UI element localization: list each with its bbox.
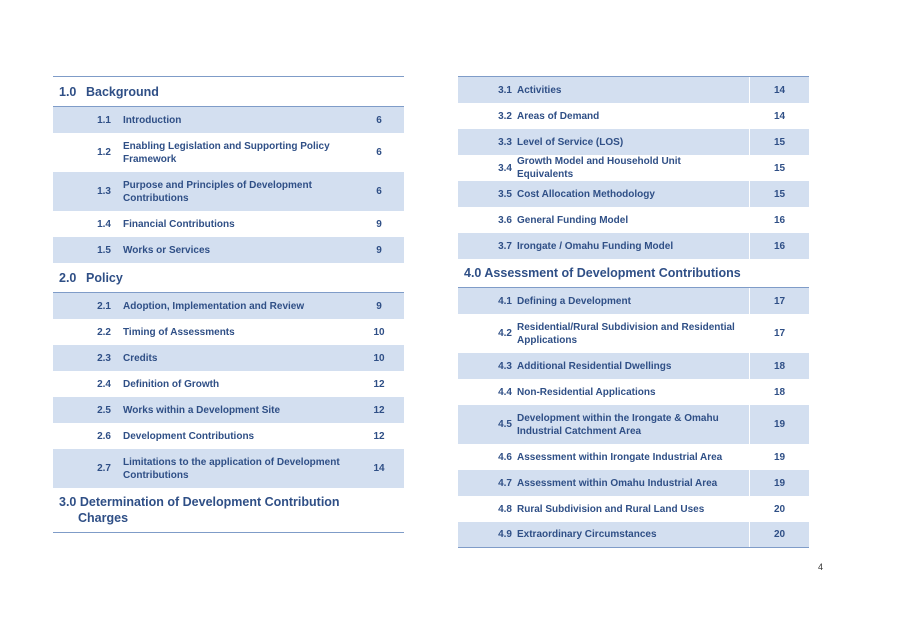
- entry-number: 2.1: [97, 300, 111, 312]
- toc-entry-4-4[interactable]: [458, 379, 809, 405]
- entry-label: Enabling Legislation and Supporting Policy Framework: [123, 140, 330, 165]
- entry-number: 3.6: [498, 214, 512, 226]
- entry-label: Extraordinary Circumstances: [517, 529, 657, 540]
- entry-number: 4.8: [498, 503, 512, 515]
- section-heading-1[interactable]: [53, 77, 404, 107]
- entry-page: 16: [749, 233, 809, 259]
- entry-page: 17: [749, 314, 809, 353]
- entry-number: 1.1: [97, 114, 111, 126]
- entry-number: 1.2: [97, 147, 111, 158]
- toc-entry-3-3[interactable]: [458, 129, 809, 155]
- entry-number: 3.5: [498, 188, 512, 200]
- entry-number: 4.9: [498, 529, 512, 540]
- entry-label: Residential/Rural Subdivision and Residential Applications: [517, 321, 735, 346]
- entry-page: 19: [749, 470, 809, 496]
- toc-entry-1-2[interactable]: [53, 133, 404, 172]
- section-title: 4.0 Assessment of Development Contributions: [464, 266, 741, 280]
- entry-label: Works within a Development Site: [123, 404, 281, 416]
- entry-label: Development within the Irongate & Omahu Industrial Catchment Area: [517, 412, 719, 437]
- section-number: 2.0: [59, 270, 77, 285]
- entry-label: Financial Contributions: [123, 218, 235, 230]
- entry-label: Irongate / Omahu Funding Model: [517, 240, 674, 252]
- toc-entry-3-6[interactable]: [458, 207, 809, 233]
- toc-entry-3-2[interactable]: [458, 103, 809, 129]
- entry-number: 3.3: [498, 136, 512, 148]
- entry-page: 9: [376, 244, 382, 256]
- entry-page: 10: [373, 326, 385, 338]
- entry-page: 15: [749, 155, 809, 181]
- entry-number: 4.3: [498, 360, 512, 372]
- entry-label: Assessment within Irongate Industrial Area: [517, 451, 723, 463]
- entry-label: Cost Allocation Methodology: [517, 188, 655, 200]
- entry-label: Activities: [517, 84, 562, 96]
- entry-number: 1.4: [97, 218, 111, 230]
- entry-page: 12: [373, 404, 385, 416]
- toc-entry-4-7[interactable]: [458, 470, 809, 496]
- entry-label: Timing of Assessments: [123, 326, 235, 338]
- entry-number: 2.6: [97, 430, 111, 442]
- entry-number: 1.3: [97, 186, 111, 197]
- toc-entry-1-4[interactable]: [53, 211, 404, 237]
- entry-page: 12: [373, 378, 385, 390]
- entry-number: 4.2: [498, 328, 512, 339]
- entry-page: 10: [373, 352, 385, 364]
- entry-label: Development Contributions: [123, 430, 255, 442]
- entry-label: Introduction: [123, 114, 182, 126]
- entry-page: 14: [749, 77, 809, 103]
- entry-page: 15: [749, 129, 809, 155]
- toc-entry-2-6[interactable]: [53, 423, 404, 449]
- section-title: Background: [86, 84, 159, 99]
- entry-page: 20: [749, 496, 809, 522]
- toc-entry-3-4[interactable]: [458, 155, 809, 181]
- entry-number: 3.7: [498, 240, 512, 252]
- entry-number: 2.4: [97, 378, 111, 390]
- entry-number: 2.5: [97, 404, 111, 416]
- entry-page: 14: [749, 103, 809, 129]
- toc-entry-2-4[interactable]: [53, 371, 404, 397]
- toc-right-column: [458, 76, 809, 548]
- entry-number: 4.4: [498, 386, 512, 398]
- section-heading-3[interactable]: [53, 488, 404, 533]
- entry-page: 12: [373, 430, 385, 442]
- entry-number: 3.2: [498, 110, 512, 122]
- entry-page: 17: [749, 288, 809, 314]
- toc-entry-4-9[interactable]: [458, 522, 809, 548]
- entry-number: 4.7: [498, 477, 512, 489]
- section-number: 1.0: [59, 84, 77, 99]
- entry-page: 9: [376, 218, 382, 230]
- entry-label: Limitations to the application of Development Contributions: [123, 456, 340, 481]
- entry-page: 19: [749, 444, 809, 470]
- toc-entry-4-8[interactable]: [458, 496, 809, 522]
- entry-label: Additional Residential Dwellings: [517, 360, 672, 372]
- toc-entry-4-5[interactable]: [458, 405, 809, 444]
- toc-entry-3-5[interactable]: [458, 181, 809, 207]
- entry-page: 19: [749, 405, 809, 444]
- section-heading-2[interactable]: [53, 263, 404, 293]
- toc-entry-4-1[interactable]: [458, 288, 809, 314]
- entry-label: Areas of Demand: [517, 110, 600, 122]
- entry-label: Rural Subdivision and Rural Land Uses: [517, 503, 705, 515]
- entry-page: 18: [749, 379, 809, 405]
- entry-label: Purpose and Principles of Development Contributions: [123, 179, 312, 204]
- section-title-line2: Charges: [78, 511, 129, 525]
- entry-page: 16: [749, 207, 809, 233]
- entry-number: 3.4: [498, 162, 512, 174]
- toc-entry-4-6[interactable]: [458, 444, 809, 470]
- entry-number: 2.7: [97, 463, 111, 474]
- toc-entry-3-1[interactable]: [458, 77, 809, 103]
- entry-number: 4.5: [498, 419, 512, 430]
- toc-entry-1-5[interactable]: [53, 237, 404, 263]
- entry-label: Growth Model and Household Unit Equivalents: [517, 156, 681, 180]
- entry-page: 6: [376, 186, 382, 197]
- entry-page: 18: [749, 353, 809, 379]
- toc-entry-3-7[interactable]: [458, 233, 809, 259]
- toc-entry-2-1[interactable]: [53, 293, 404, 319]
- entry-page: 6: [376, 147, 382, 158]
- entry-label: Works or Services: [123, 244, 211, 256]
- section-heading-4[interactable]: [458, 259, 809, 288]
- toc-entry-1-3[interactable]: [53, 172, 404, 211]
- entry-page: 15: [749, 181, 809, 207]
- entry-label: General Funding Model: [517, 214, 629, 226]
- toc-entry-2-5[interactable]: [53, 397, 404, 423]
- entry-number: 1.5: [97, 244, 111, 256]
- section-title: Policy: [86, 270, 123, 285]
- entry-page: 14: [373, 463, 385, 474]
- toc-entry-2-2[interactable]: [53, 319, 404, 345]
- entry-page: 20: [749, 522, 809, 547]
- entry-number: 4.6: [498, 451, 512, 463]
- entry-number: 3.1: [498, 84, 512, 96]
- entry-label: Level of Service (LOS): [517, 136, 624, 148]
- toc-entry-2-7[interactable]: [53, 449, 404, 488]
- entry-number: 4.1: [498, 295, 512, 307]
- toc-entry-4-3[interactable]: [458, 353, 809, 379]
- entry-label: Non-Residential Applications: [517, 386, 656, 398]
- toc-entry-1-1[interactable]: [53, 107, 404, 133]
- entry-label: Defining a Development: [517, 295, 631, 307]
- entry-label: Assessment within Omahu Industrial Area: [517, 477, 718, 489]
- section-title-line1: 3.0 Determination of Development Contribution: [59, 495, 340, 509]
- entry-label: Definition of Growth: [123, 378, 220, 390]
- toc-left-column: [53, 76, 404, 533]
- page-number: 4: [818, 562, 824, 572]
- entry-page: 6: [376, 114, 382, 126]
- entry-page: 9: [376, 300, 382, 312]
- entry-number: 2.2: [97, 326, 111, 338]
- entry-label: Adoption, Implementation and Review: [123, 300, 305, 312]
- toc-entry-4-2[interactable]: [458, 314, 809, 353]
- toc-entry-2-3[interactable]: [53, 345, 404, 371]
- entry-label: Credits: [123, 352, 158, 364]
- entry-number: 2.3: [97, 352, 111, 364]
